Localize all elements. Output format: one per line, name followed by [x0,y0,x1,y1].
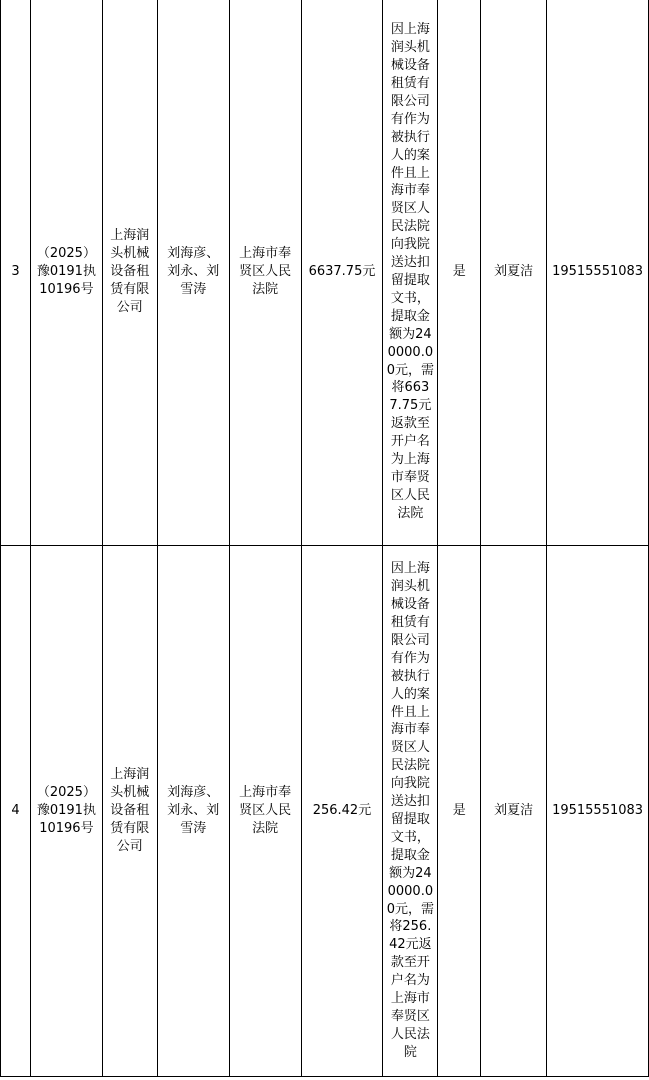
status-flag: 是 [438,0,481,546]
responsible-persons: 刘海彦、刘永、刘雪涛 [157,0,229,546]
company-name: 上海润头机械设备租赁有限公司 [102,0,157,546]
contact-person: 刘夏洁 [481,546,547,1077]
case-number: （2025）豫0191执10196号 [30,0,102,546]
company-name: 上海润头机械设备租赁有限公司 [102,546,157,1077]
court-name: 上海市奉贤区人民法院 [229,546,301,1077]
table-row [1,0,649,546]
row-number: 3 [1,0,31,546]
refund-amount: 256.42元 [301,546,383,1077]
refund-amount: 6637.75元 [301,0,383,546]
refund-reason: 因上海润头机械设备租赁有限公司有作为被执行人的案件且上海市奉贤区人民法院向我院送达扣留提取文书，提取金额为240000.00元，需将256.42元返款至开户名为上海市奉贤区人民法院 [383,546,438,1077]
table-row [1,546,649,1077]
case-number: （2025）豫0191执10196号 [30,546,102,1077]
refund-reason: 因上海润头机械设备租赁有限公司有作为被执行人的案件且上海市奉贤区人民法院向我院送达扣留提取文书，提取金额为240000.00元，需将6637.75元返款至开户名为上海市奉贤区人民法院 [383,0,438,546]
status-flag: 是 [438,546,481,1077]
court-name: 上海市奉贤区人民法院 [229,0,301,546]
contact-person: 刘夏洁 [481,0,547,546]
responsible-persons: 刘海彦、刘永、刘雪涛 [157,546,229,1077]
contact-phone: 19515551083 [547,546,649,1077]
row-number: 4 [1,546,31,1077]
contact-phone: 19515551083 [547,0,649,546]
